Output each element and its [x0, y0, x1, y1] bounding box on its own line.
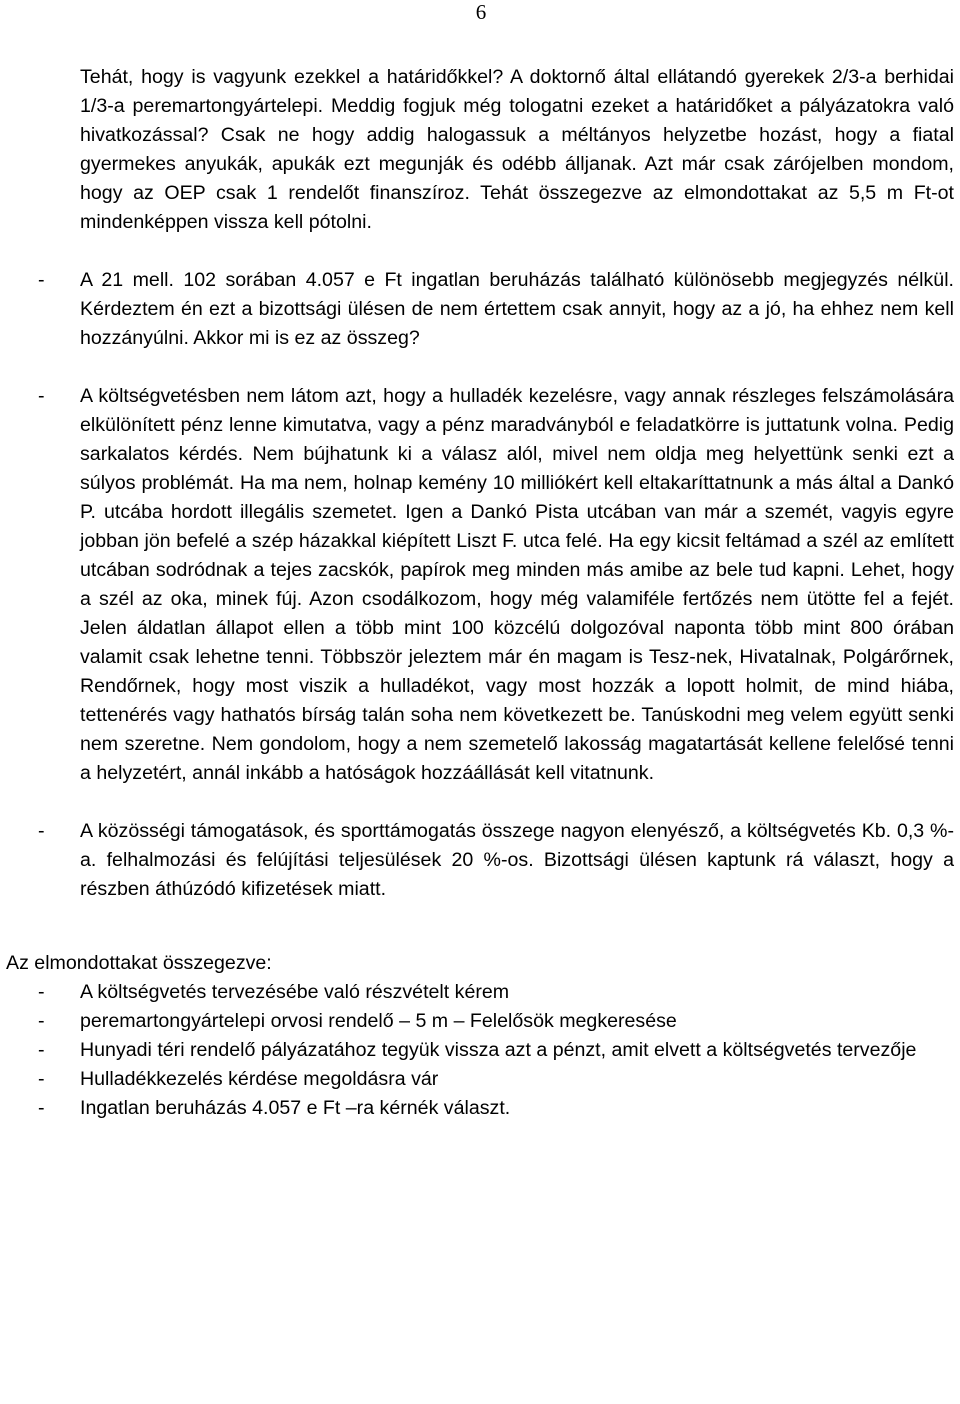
list-item: [0, 1094, 960, 1123]
paragraph-waste-management: [0, 382, 960, 788]
list-item-text: Hunyadi téri rendelő pályázatához tegyük vissza azt a pénzt, amit elvett a költségvetés tervezője: [80, 1039, 917, 1061]
list-dash: -: [38, 1068, 45, 1090]
paragraph-text: A közösségi támogatások, és sporttámogatás összege nagyon elenyésző, a költségvetés Kb. 0,3 %-a. felhalmozási és felújítási teljesülések 20 %-os. Bizottsági ülésen kaptunk rá választ, hogy a részben áthúzódó kifizetések miatt.: [80, 820, 954, 900]
list-item-text: Hulladékkezelés kérdése megoldásra vár: [80, 1068, 439, 1090]
paragraph-text: Tehát, hogy is vagyunk ezekkel a határidőkkel? A doktornő által ellátandó gyerekek 2/3-a berhidai 1/3-a peremartongyártelepi. Meddig fogjuk még tologatni ezeket a határidőket a pályázatokra való hivatkozással? Csak ne hogy addig halogassuk a méltányos helyzetbe hozást, hogy a fiatal gyermekes anyukák, apukák ezt megunják és odébb álljanak. Azt már csak zárójelben mondom, hogy az OEP csak 1 rendelőt finanszíroz. Tehát összegezve az elmondottakat az 5,5 m Ft-ot mindenképpen vissza kell pótolni.: [80, 66, 954, 233]
list-item: [0, 1036, 960, 1065]
summary-list: [0, 978, 960, 1123]
list-dash: -: [38, 1010, 45, 1032]
list-dash: -: [38, 385, 45, 407]
list-item-text: A költségvetés tervezésébe való részvételt kérem: [80, 981, 510, 1003]
paragraph-community-support: [0, 817, 960, 904]
list-item: [0, 978, 960, 1007]
summary-title: Az elmondottakat összegezve:: [6, 952, 272, 974]
paragraph-text: A 21 mell. 102 sorában 4.057 e Ft ingatlan beruházás található különösebb megjegyzés nélkül. Kérdeztem én ezt a bizottsági ülésen de nem értettem csak annyit, hogy az a jó, ha ehhez nem kell hozzányúlni. Akkor mi is ez az összeg?: [80, 269, 954, 349]
list-item: [0, 1065, 960, 1094]
list-dash: -: [38, 1039, 45, 1061]
document-body: [0, 63, 960, 1123]
list-item-text: peremartongyártelepi orvosi rendelő – 5 m – Felelősök megkeresése: [80, 1010, 677, 1032]
list-dash: -: [38, 269, 45, 291]
list-item: [0, 1007, 960, 1036]
paragraph-deadlines: [0, 63, 960, 237]
page-number: 6: [475, 0, 487, 24]
list-dash: -: [38, 981, 45, 1003]
paragraph-property-investment: [0, 266, 960, 353]
paragraph-text: A költségvetésben nem látom azt, hogy a hulladék kezelésre, vagy annak részleges felszámolására elkülönített pénz lenne kimutatva, vagy a pénz maradványból e feladatkörre is juttatunk volna. Pedig sarkalatos kérdés. Nem bújhatunk ki a válasz alól, mivel nem oldja meg helyettünk senki ezt a súlyos problémát. Ha ma nem, holnap kemény 10 milliókért kell eltakaríttatnunk a más által a Dankó P. utcába hordott illegális szemetet. Igen a Dankó Pista utcában van már a szemét, vagyis egyre jobban jön befelé a szép házakkal kiépített Liszt F. utca felé. Ha egy kicsit feltámad a szél az említett utcában sodródnak a tejes zacskók, papírok meg minden más amibe az bele tud kapni. Lehet, hogy a szél az oka, minek fúj. Azon csodálkozom, hogy még valamiféle fertőzés nem ütötte fel a fejét. Jelen áldatlan állapot ellen a több mint 100 közcélú dolgozóval naponta több mint 800 órában valamit csak lehetne tenni. Többször jeleztem már én magam is Tesz-nek, Hivatalnak, Polgárőrnek, Rendőrnek, hogy most viszik a hulladékot, vagy most hozzák a lopott holmit, de mind hiába, tettenérés vagy hathatós bírság talán soha nem következett be. Tanúskodni meg velem együtt senki nem szeretne. Nem gondolom, hogy a nem szemetelő lakosság magatartását kellene felelősé tenni a helyzetért, annál inkább a hatóságok hozzáállását kell vitatnunk.: [80, 385, 954, 784]
list-dash: -: [38, 820, 45, 842]
list-dash: -: [38, 1097, 45, 1119]
list-item-text: Ingatlan beruházás 4.057 e Ft –ra kérnék választ.: [80, 1097, 511, 1119]
